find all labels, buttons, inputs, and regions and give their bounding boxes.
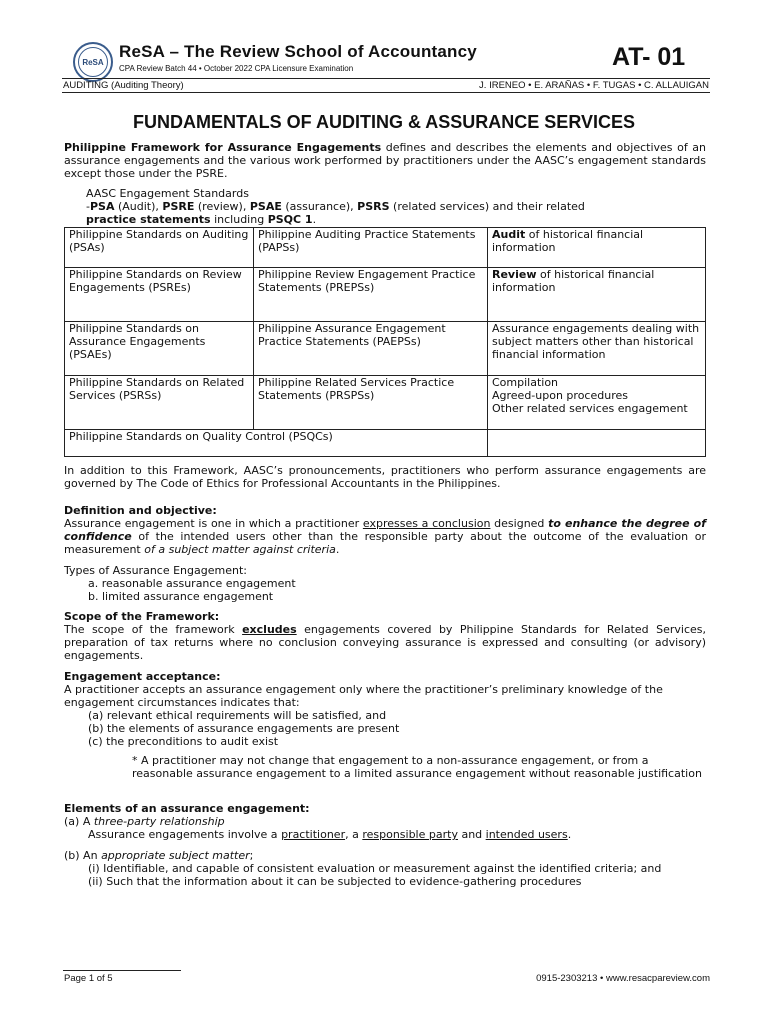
psae-label: PSAE [249, 200, 282, 213]
list-item: a. reasonable assurance engagement [88, 577, 296, 590]
table-cell [488, 228, 706, 268]
table-cell: Compilation Agreed-upon procedures Other related services engagement [488, 376, 706, 430]
logo-text: ReSA [78, 47, 108, 77]
school-name: ReSA – The Review School of Accountancy [119, 42, 477, 61]
list-item: (b) the elements of assurance engagements are present [88, 722, 400, 735]
note-star: * [132, 754, 138, 767]
psa-label: PSA [89, 200, 115, 213]
dash: - [86, 200, 90, 213]
page-number: Page 1 of 5 [64, 973, 113, 984]
standards-table [64, 227, 706, 457]
psa-text: (Audit), [114, 200, 163, 213]
scope-excludes: excludes [242, 623, 297, 636]
period: . [312, 213, 317, 226]
def-italic: of a subject matter against criteria [144, 543, 336, 556]
table-cell: Philippine Assurance Engagement Practice Statements (PAEPSs) [254, 322, 488, 376]
acceptance-section [64, 670, 706, 780]
table-cell: Philippine Standards on Auditing (PSAs) [65, 228, 254, 268]
cell-bold: Audit [492, 228, 526, 241]
def-text-1: Assurance engagement is one in which a practitioner [64, 517, 363, 530]
table-cell: Philippine Standards on Related Services (PSRSs) [65, 376, 254, 430]
school-logo [73, 42, 113, 82]
addition-paragraph [64, 464, 706, 490]
document-code: AT- 01 [612, 43, 686, 71]
psae-text: (assurance), [281, 200, 358, 213]
table-row [65, 376, 706, 430]
element-a-text-2: , a [345, 828, 363, 841]
subject-label: AUDITING (Auditing Theory) [63, 80, 184, 91]
list-item: (c) the preconditions to audit exist [88, 735, 279, 748]
page-title: FUNDAMENTALS OF AUDITING & ASSURANCE SERVICES [132, 112, 636, 132]
element-a-text-4: . [567, 828, 572, 841]
standards-heading: AASC Engagement Standards [86, 187, 249, 200]
table-cell: Philippine Standards on Assurance Engagements (PSAEs) [65, 322, 254, 376]
acceptance-intro: A practitioner accepts an assurance engagement only where the practitioner’s preliminary knowledge of the engagement circumstances indicates that: [64, 683, 663, 709]
table-cell: Philippine Standards on Review Engagements (PSREs) [65, 268, 254, 322]
table-cell-empty [488, 430, 706, 457]
def-underline: expresses a conclusion [362, 517, 491, 530]
element-a-italic: three-party relationship [93, 815, 225, 828]
definition-section [64, 504, 706, 556]
psrs-text: (related services) and their related [389, 200, 585, 213]
definition-heading: Definition and objective: [64, 504, 217, 517]
types-section [64, 564, 706, 603]
psqc-label: PSQC 1 [267, 213, 313, 226]
elements-heading: Elements of an assurance engagement: [64, 802, 310, 815]
types-heading: Types of Assurance Engagement: [64, 564, 247, 577]
psre-label: PSRE [162, 200, 195, 213]
cell-text: of historical financial information [492, 268, 655, 294]
practitioner-underline: practitioner [281, 828, 346, 841]
standards-table-wrap [64, 227, 706, 457]
def-text-4: . [335, 543, 340, 556]
table-cell: Philippine Related Services Practice Statements (PRSPSs) [254, 376, 488, 430]
psrs-label: PSRS [357, 200, 390, 213]
cell-text: of historical financial information [492, 228, 644, 254]
intended-users-underline: intended users [485, 828, 568, 841]
practice-statements: practice statements [86, 213, 211, 226]
table-cell: Philippine Auditing Practice Statements (PAPSs) [254, 228, 488, 268]
element-b-ii: (ii) Such that the information about it can be subjected to evidence-gathering procedures [88, 875, 582, 888]
standards-section [86, 187, 706, 226]
addition-text: In addition to this Framework, AASC’s pronouncements, practitioners who perform assurance engagements are governed by The Code of Ethics for Professional Accountants in the Philippines. [64, 464, 706, 490]
batch-line: CPA Review Batch 44 • October 2022 CPA Licensure Examination [119, 64, 354, 73]
intro-paragraph [64, 141, 706, 180]
element-b-post: ; [249, 849, 254, 862]
scope-heading: Scope of the Framework: [64, 610, 220, 623]
def-text-2: designed [490, 517, 549, 530]
table-cell: Philippine Review Engagement Practice Statements (PREPSs) [254, 268, 488, 322]
acceptance-note: A practitioner may not change that engagement to a non-assurance engagement, or from a reasonable assurance engagement to a limited assurance engagement without reasonable justification [132, 754, 702, 780]
intro-bold: Philippine Framework for Assurance Engagements [64, 141, 382, 154]
def-bold-italic: to enhance the degree of confidence [64, 517, 706, 543]
def-text-3: of the intended users other than the responsible party about the outcome of the evaluation or measurement [64, 530, 706, 556]
footer-contact: 0915-2303213 • www.resacpareview.com [536, 973, 710, 984]
cell-bold: Review [492, 268, 537, 281]
authors-label: J. IRENEO • E. ARAÑAS • F. TUGAS • C. ALLAUIGAN [479, 80, 709, 91]
scope-text-1: The scope of the framework [64, 623, 243, 636]
table-cell [488, 268, 706, 322]
responsible-party-underline: responsible party [362, 828, 458, 841]
element-a-prefix: (a) A [64, 815, 94, 828]
footer-rule [63, 970, 181, 971]
including-text: including [210, 213, 268, 226]
table-row [65, 228, 706, 268]
list-item: (a) relevant ethical requirements will be satisfied, and [88, 709, 387, 722]
scope-section [64, 610, 706, 662]
elements-section [64, 802, 706, 888]
element-b-italic: appropriate subject matter [101, 849, 250, 862]
element-b-prefix: (b) An [64, 849, 102, 862]
element-a-text-1: Assurance engagements involve a [88, 828, 282, 841]
table-row [65, 430, 706, 457]
acceptance-heading: Engagement acceptance: [64, 670, 221, 683]
table-row [65, 322, 706, 376]
element-b-i: (i) Identifiable, and capable of consistent evaluation or measurement against the identified criteria; and [88, 862, 662, 875]
header-rule-bottom [62, 92, 710, 93]
table-cell: Assurance engagements dealing with subject matters other than historical financial information [488, 322, 706, 376]
header-rule-top [62, 78, 710, 79]
table-cell: Philippine Standards on Quality Control (PSQCs) [65, 430, 488, 457]
psre-text: (review), [194, 200, 250, 213]
table-row [65, 268, 706, 322]
list-item: b. limited assurance engagement [88, 590, 274, 603]
element-a-text-3: and [457, 828, 486, 841]
intro-text: defines and describes the elements and objectives of an assurance engagements and the various work performed by practitioners under the AASC’s engagement standards except those under the PSRE. [64, 141, 707, 180]
scope-text-2: engagements covered by Philippine Standards for Related Services, preparation of tax returns where no conclusion conveying assurance is expressed and consulting (or advisory) engagements. [64, 623, 706, 662]
